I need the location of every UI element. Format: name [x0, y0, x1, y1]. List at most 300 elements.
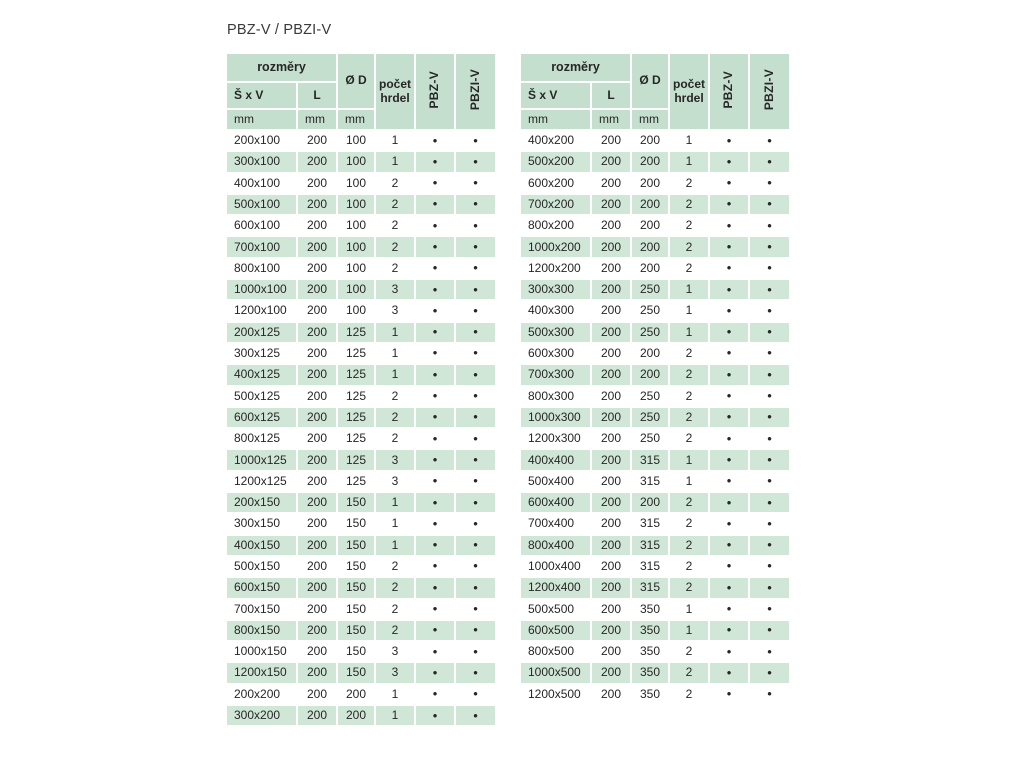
cell-pbz-dot: • — [416, 344, 454, 363]
cell-pbzi-dot: • — [456, 450, 495, 469]
cell-pbz-dot: • — [416, 514, 454, 533]
cell-count: 2 — [670, 429, 708, 448]
cell-dimensions: 200x100 — [227, 131, 296, 150]
cell-length: 200 — [298, 642, 336, 661]
cell-diameter: 100 — [338, 237, 374, 256]
cell-length: 200 — [298, 301, 336, 320]
cell-pbz-dot: • — [710, 237, 748, 256]
table-row — [521, 450, 789, 469]
table-row — [227, 514, 495, 533]
table-row — [521, 131, 789, 150]
cell-count: 2 — [376, 174, 414, 193]
table-row — [521, 301, 789, 320]
cell-diameter: 200 — [632, 174, 668, 193]
cell-length: 200 — [592, 621, 630, 640]
table-row — [521, 642, 789, 661]
cell-diameter: 100 — [338, 195, 374, 214]
cell-diameter: 315 — [632, 472, 668, 491]
cell-pbzi-dot: • — [750, 493, 789, 512]
cell-count: 2 — [670, 642, 708, 661]
cell-diameter: 200 — [632, 493, 668, 512]
cell-dimensions: 500x150 — [227, 557, 296, 576]
cell-pbz-dot: • — [416, 429, 454, 448]
table-row — [521, 685, 789, 704]
cell-diameter: 200 — [338, 706, 374, 725]
table-row — [227, 365, 495, 384]
cell-pbzi-dot: • — [750, 174, 789, 193]
cell-length: 200 — [592, 685, 630, 704]
cell-length: 200 — [298, 557, 336, 576]
cell-pbzi-dot: • — [456, 429, 495, 448]
cell-dimensions: 1200x400 — [521, 578, 590, 597]
cell-pbzi-dot: • — [750, 514, 789, 533]
cell-count: 1 — [376, 536, 414, 555]
table-row — [227, 259, 495, 278]
cell-count: 2 — [670, 216, 708, 235]
cell-diameter: 200 — [632, 131, 668, 150]
cell-count: 2 — [670, 344, 708, 363]
table-row — [227, 663, 495, 682]
cell-dimensions: 1200x200 — [521, 259, 590, 278]
cell-pbzi-dot: • — [750, 578, 789, 597]
table-row — [521, 280, 789, 299]
cell-count: 2 — [376, 408, 414, 427]
unit-mm-l: mm — [298, 110, 336, 129]
cell-dimensions: 1200x100 — [227, 301, 296, 320]
cell-diameter: 150 — [338, 557, 374, 576]
cell-diameter: 150 — [338, 536, 374, 555]
cell-pbzi-dot: • — [456, 685, 495, 704]
table-row — [521, 152, 789, 171]
cell-pbz-dot: • — [710, 216, 748, 235]
cell-count: 1 — [670, 301, 708, 320]
header-pbzi-v — [456, 54, 495, 129]
cell-diameter: 100 — [338, 301, 374, 320]
cell-diameter: 200 — [632, 195, 668, 214]
cell-dimensions: 700x400 — [521, 514, 590, 533]
cell-diameter: 350 — [632, 642, 668, 661]
cell-length: 200 — [298, 280, 336, 299]
cell-length: 200 — [592, 387, 630, 406]
cell-count: 2 — [670, 685, 708, 704]
cell-length: 200 — [298, 195, 336, 214]
cell-pbzi-dot: • — [456, 493, 495, 512]
left-spec-table — [225, 52, 497, 727]
cell-diameter: 315 — [632, 514, 668, 533]
cell-pbz-dot: • — [710, 600, 748, 619]
cell-dimensions: 300x300 — [521, 280, 590, 299]
pbzi-v-vertical-label: PBZI-V — [467, 69, 482, 111]
table-row — [521, 174, 789, 193]
table-row — [521, 259, 789, 278]
cell-pbzi-dot: • — [750, 301, 789, 320]
table-row — [227, 429, 495, 448]
cell-pbzi-dot: • — [456, 131, 495, 150]
cell-pbzi-dot: • — [456, 536, 495, 555]
cell-count: 2 — [376, 621, 414, 640]
cell-pbzi-dot: • — [456, 195, 495, 214]
cell-diameter: 315 — [632, 578, 668, 597]
cell-pbz-dot: • — [710, 408, 748, 427]
cell-dimensions: 400x400 — [521, 450, 590, 469]
cell-pbz-dot: • — [710, 514, 748, 533]
cell-count: 1 — [670, 280, 708, 299]
cell-diameter: 150 — [338, 493, 374, 512]
cell-pbz-dot: • — [710, 344, 748, 363]
cell-pbzi-dot: • — [750, 259, 789, 278]
cell-dimensions: 400x100 — [227, 174, 296, 193]
cell-pbz-dot: • — [710, 578, 748, 597]
cell-pbz-dot: • — [710, 259, 748, 278]
unit-mm-diameter: mm — [632, 110, 668, 129]
cell-diameter: 200 — [632, 365, 668, 384]
cell-pbz-dot: • — [416, 450, 454, 469]
cell-count: 2 — [670, 493, 708, 512]
cell-length: 200 — [298, 365, 336, 384]
cell-length: 200 — [298, 621, 336, 640]
cell-length: 200 — [592, 663, 630, 682]
table-row — [227, 621, 495, 640]
cell-length: 200 — [592, 259, 630, 278]
right-spec-table — [519, 52, 791, 706]
table-row — [521, 429, 789, 448]
cell-dimensions: 1000x500 — [521, 663, 590, 682]
cell-diameter: 125 — [338, 344, 374, 363]
table-row — [227, 493, 495, 512]
cell-diameter: 250 — [632, 387, 668, 406]
cell-dimensions: 600x500 — [521, 621, 590, 640]
cell-count: 1 — [376, 131, 414, 150]
header-l: L — [298, 83, 336, 108]
cell-pbz-dot: • — [710, 429, 748, 448]
cell-pbzi-dot: • — [456, 387, 495, 406]
table-row — [227, 536, 495, 555]
header-sxv: Š x V — [227, 83, 296, 108]
left-table-body — [227, 131, 495, 725]
header-pocet-hrdel: počet hrdel — [670, 54, 708, 129]
cell-pbzi-dot: • — [750, 237, 789, 256]
cell-pbz-dot: • — [416, 642, 454, 661]
cell-length: 200 — [592, 600, 630, 619]
cell-pbzi-dot: • — [456, 259, 495, 278]
cell-pbzi-dot: • — [750, 450, 789, 469]
cell-count: 2 — [376, 578, 414, 597]
cell-pbzi-dot: • — [456, 237, 495, 256]
cell-dimensions: 800x500 — [521, 642, 590, 661]
cell-count: 2 — [376, 216, 414, 235]
cell-pbz-dot: • — [710, 621, 748, 640]
cell-diameter: 100 — [338, 259, 374, 278]
cell-count: 2 — [670, 663, 708, 682]
cell-pbzi-dot: • — [456, 557, 495, 576]
table-row — [521, 408, 789, 427]
cell-length: 200 — [592, 472, 630, 491]
cell-count: 1 — [670, 472, 708, 491]
cell-pbz-dot: • — [710, 131, 748, 150]
cell-length: 200 — [298, 514, 336, 533]
cell-dimensions: 500x100 — [227, 195, 296, 214]
cell-dimensions: 500x400 — [521, 472, 590, 491]
cell-dimensions: 700x100 — [227, 237, 296, 256]
table-row — [227, 387, 495, 406]
cell-pbzi-dot: • — [750, 216, 789, 235]
cell-dimensions: 1000x100 — [227, 280, 296, 299]
cell-count: 1 — [376, 514, 414, 533]
cell-length: 200 — [592, 365, 630, 384]
table-row — [227, 301, 495, 320]
cell-dimensions: 1000x150 — [227, 642, 296, 661]
cell-count: 1 — [376, 365, 414, 384]
cell-dimensions: 600x100 — [227, 216, 296, 235]
table-row — [521, 344, 789, 363]
cell-count: 2 — [670, 387, 708, 406]
table-row — [227, 152, 495, 171]
cell-pbz-dot: • — [416, 621, 454, 640]
cell-diameter: 125 — [338, 365, 374, 384]
cell-length: 200 — [298, 259, 336, 278]
cell-pbzi-dot: • — [750, 429, 789, 448]
cell-pbzi-dot: • — [456, 216, 495, 235]
cell-pbz-dot: • — [416, 387, 454, 406]
cell-length: 200 — [298, 536, 336, 555]
cell-pbz-dot: • — [710, 387, 748, 406]
cell-pbzi-dot: • — [750, 195, 789, 214]
table-row — [521, 323, 789, 342]
cell-pbzi-dot: • — [750, 621, 789, 640]
cell-pbz-dot: • — [416, 174, 454, 193]
cell-count: 2 — [670, 259, 708, 278]
cell-dimensions: 700x300 — [521, 365, 590, 384]
table-row — [521, 472, 789, 491]
page-title: PBZ-V / PBZI-V — [227, 22, 332, 38]
unit-mm-sxv: mm — [521, 110, 590, 129]
cell-count: 1 — [670, 450, 708, 469]
cell-count: 2 — [670, 365, 708, 384]
cell-count: 2 — [376, 387, 414, 406]
table-row — [521, 621, 789, 640]
table-row — [227, 237, 495, 256]
cell-dimensions: 1200x500 — [521, 685, 590, 704]
cell-diameter: 250 — [632, 323, 668, 342]
cell-length: 200 — [298, 216, 336, 235]
cell-length: 200 — [592, 642, 630, 661]
cell-dimensions: 800x200 — [521, 216, 590, 235]
cell-length: 200 — [592, 450, 630, 469]
cell-dimensions: 500x500 — [521, 600, 590, 619]
table-row — [227, 578, 495, 597]
cell-pbz-dot: • — [416, 195, 454, 214]
cell-length: 200 — [298, 685, 336, 704]
cell-dimensions: 300x200 — [227, 706, 296, 725]
header-pbz-v — [416, 54, 454, 129]
cell-pbz-dot: • — [710, 152, 748, 171]
table-row — [227, 323, 495, 342]
cell-diameter: 250 — [632, 408, 668, 427]
table-row — [227, 408, 495, 427]
cell-length: 200 — [592, 195, 630, 214]
cell-length: 200 — [592, 578, 630, 597]
header-l: L — [592, 83, 630, 108]
cell-diameter: 200 — [632, 152, 668, 171]
cell-pbz-dot: • — [416, 131, 454, 150]
cell-dimensions: 500x300 — [521, 323, 590, 342]
table-row — [521, 557, 789, 576]
cell-length: 200 — [298, 663, 336, 682]
cell-diameter: 200 — [632, 259, 668, 278]
cell-count: 2 — [670, 174, 708, 193]
cell-pbz-dot: • — [710, 174, 748, 193]
cell-dimensions: 1000x125 — [227, 450, 296, 469]
cell-pbz-dot: • — [416, 685, 454, 704]
cell-diameter: 125 — [338, 408, 374, 427]
cell-pbzi-dot: • — [456, 408, 495, 427]
table-row — [521, 578, 789, 597]
cell-pbz-dot: • — [416, 536, 454, 555]
cell-dimensions: 1000x400 — [521, 557, 590, 576]
table-row — [521, 493, 789, 512]
cell-pbzi-dot: • — [456, 472, 495, 491]
cell-diameter: 150 — [338, 600, 374, 619]
cell-pbz-dot: • — [416, 493, 454, 512]
cell-dimensions: 200x125 — [227, 323, 296, 342]
cell-pbzi-dot: • — [456, 280, 495, 299]
cell-count: 2 — [670, 514, 708, 533]
cell-pbzi-dot: • — [750, 642, 789, 661]
cell-dimensions: 500x125 — [227, 387, 296, 406]
table-row — [521, 514, 789, 533]
cell-diameter: 315 — [632, 450, 668, 469]
cell-length: 200 — [592, 557, 630, 576]
cell-diameter: 100 — [338, 216, 374, 235]
header-pbz-v — [710, 54, 748, 129]
cell-pbz-dot: • — [710, 663, 748, 682]
cell-pbzi-dot: • — [750, 472, 789, 491]
cell-diameter: 125 — [338, 450, 374, 469]
cell-length: 200 — [592, 493, 630, 512]
pbzi-v-vertical-label: PBZI-V — [761, 69, 776, 111]
cell-length: 200 — [592, 344, 630, 363]
cell-pbzi-dot: • — [456, 621, 495, 640]
cell-pbz-dot: • — [416, 237, 454, 256]
cell-pbz-dot: • — [416, 663, 454, 682]
cell-pbz-dot: • — [710, 642, 748, 661]
cell-length: 200 — [298, 387, 336, 406]
cell-diameter: 350 — [632, 621, 668, 640]
table-row — [227, 472, 495, 491]
cell-length: 200 — [592, 323, 630, 342]
cell-pbzi-dot: • — [750, 323, 789, 342]
pbz-v-vertical-label: PBZ-V — [427, 71, 442, 109]
table-row — [521, 536, 789, 555]
unit-mm-sxv: mm — [227, 110, 296, 129]
cell-length: 200 — [298, 429, 336, 448]
cell-pbzi-dot: • — [750, 600, 789, 619]
cell-dimensions: 200x150 — [227, 493, 296, 512]
cell-count: 2 — [670, 237, 708, 256]
cell-count: 3 — [376, 663, 414, 682]
cell-diameter: 125 — [338, 472, 374, 491]
cell-count: 1 — [376, 706, 414, 725]
cell-length: 200 — [298, 600, 336, 619]
cell-count: 1 — [376, 685, 414, 704]
cell-pbz-dot: • — [416, 578, 454, 597]
cell-dimensions: 300x150 — [227, 514, 296, 533]
table-row — [227, 344, 495, 363]
cell-diameter: 350 — [632, 663, 668, 682]
cell-diameter: 200 — [632, 216, 668, 235]
cell-length: 200 — [298, 450, 336, 469]
cell-diameter: 250 — [632, 280, 668, 299]
cell-pbzi-dot: • — [456, 642, 495, 661]
table-row — [227, 600, 495, 619]
cell-diameter: 200 — [632, 344, 668, 363]
cell-dimensions: 400x200 — [521, 131, 590, 150]
table-row — [521, 237, 789, 256]
cell-count: 2 — [670, 536, 708, 555]
cell-dimensions: 700x150 — [227, 600, 296, 619]
cell-count: 2 — [670, 195, 708, 214]
cell-count: 3 — [376, 280, 414, 299]
cell-dimensions: 800x400 — [521, 536, 590, 555]
cell-count: 3 — [376, 301, 414, 320]
cell-length: 200 — [298, 493, 336, 512]
cell-pbz-dot: • — [710, 323, 748, 342]
cell-pbzi-dot: • — [456, 706, 495, 725]
table-row — [227, 706, 495, 725]
cell-dimensions: 600x150 — [227, 578, 296, 597]
cell-pbz-dot: • — [416, 557, 454, 576]
cell-diameter: 100 — [338, 131, 374, 150]
cell-pbz-dot: • — [416, 365, 454, 384]
cell-length: 200 — [592, 174, 630, 193]
cell-pbzi-dot: • — [456, 174, 495, 193]
table-row — [227, 557, 495, 576]
cell-length: 200 — [592, 152, 630, 171]
cell-pbzi-dot: • — [456, 663, 495, 682]
cell-pbzi-dot: • — [750, 408, 789, 427]
cell-length: 200 — [298, 578, 336, 597]
cell-pbzi-dot: • — [750, 280, 789, 299]
cell-length: 200 — [592, 280, 630, 299]
cell-dimensions: 600x400 — [521, 493, 590, 512]
cell-count: 2 — [376, 259, 414, 278]
table-row — [521, 365, 789, 384]
header-diameter: Ø D — [632, 54, 668, 108]
cell-dimensions: 600x300 — [521, 344, 590, 363]
right-table-body — [521, 131, 789, 704]
cell-length: 200 — [592, 536, 630, 555]
cell-diameter: 125 — [338, 323, 374, 342]
cell-pbzi-dot: • — [750, 536, 789, 555]
cell-count: 1 — [670, 323, 708, 342]
cell-pbz-dot: • — [416, 408, 454, 427]
header-diameter: Ø D — [338, 54, 374, 108]
cell-pbz-dot: • — [416, 301, 454, 320]
cell-count: 1 — [670, 621, 708, 640]
table-row — [227, 216, 495, 235]
cell-diameter: 125 — [338, 387, 374, 406]
cell-diameter: 250 — [632, 301, 668, 320]
cell-pbz-dot: • — [710, 365, 748, 384]
cell-count: 3 — [376, 472, 414, 491]
cell-diameter: 350 — [632, 685, 668, 704]
header-rozmery: rozměry — [227, 54, 336, 81]
unit-mm-diameter: mm — [338, 110, 374, 129]
header-pocet-hrdel: počet hrdel — [376, 54, 414, 129]
cell-diameter: 150 — [338, 663, 374, 682]
cell-count: 3 — [376, 642, 414, 661]
cell-pbz-dot: • — [416, 259, 454, 278]
